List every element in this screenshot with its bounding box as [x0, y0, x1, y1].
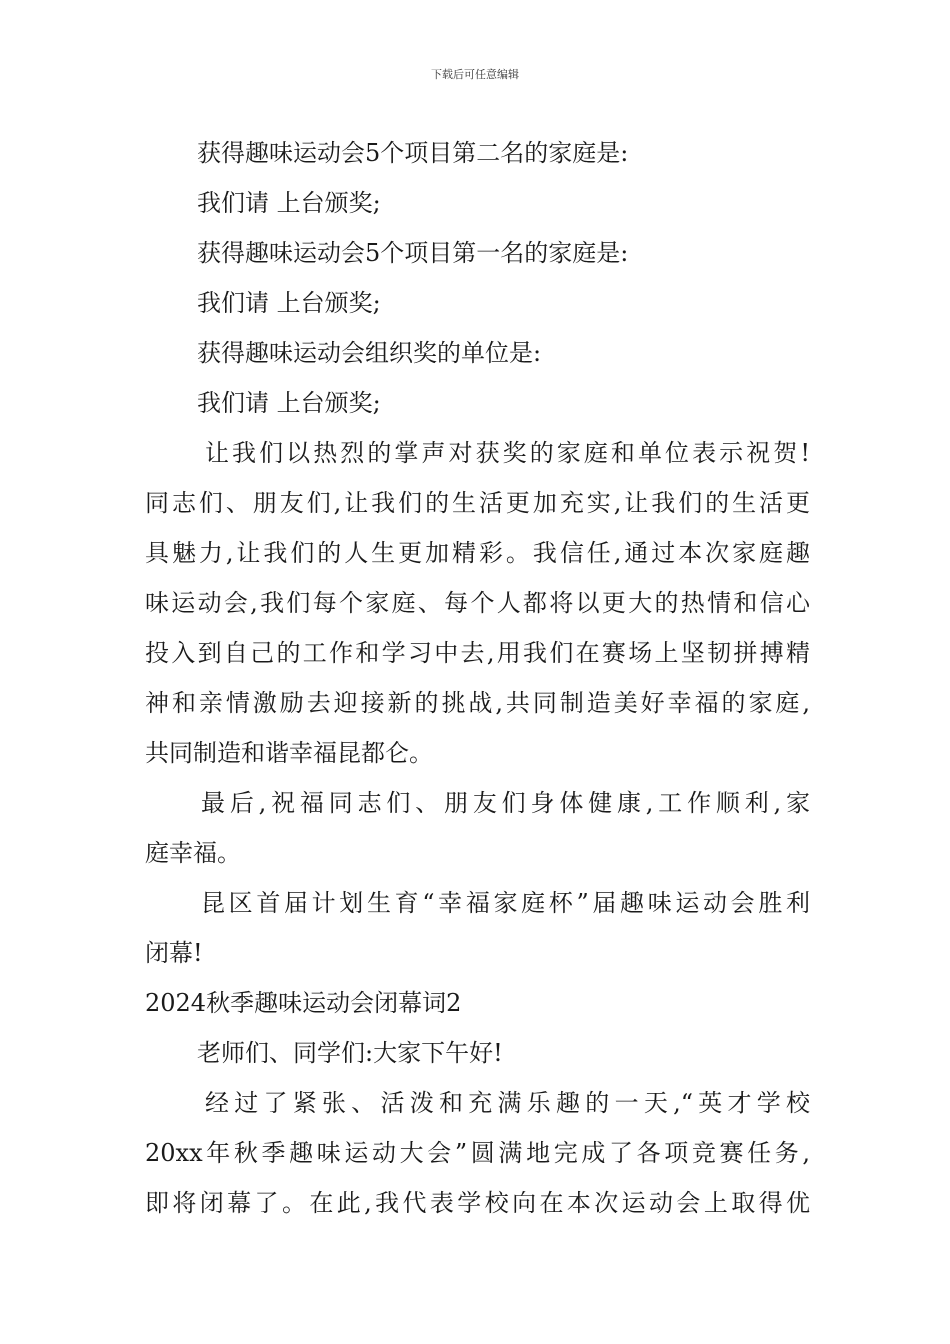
text-line: 我们请 上台颁奖; [197, 189, 381, 217]
text-line: 具魅力,让我们的人生更加精彩。我信任,通过本次家庭趣 [145, 539, 810, 567]
text-line: 经过了紧张、活泼和充满乐趣的一天,“英才学校 [205, 1089, 810, 1117]
text-line: 共同制造和谐幸福昆都仑。 [145, 739, 433, 767]
text-line: 让我们以热烈的掌声对获奖的家庭和单位表示祝贺! [205, 439, 810, 467]
text-line: 20xx年秋季趣味运动大会”圆满地完成了各项竞赛任务, [145, 1139, 810, 1167]
download-note: 下载后可任意编辑 [431, 68, 519, 81]
text-line: 同志们、朋友们,让我们的生活更加充实,让我们的生活更 [145, 489, 810, 517]
text-line: 我们请 上台颁奖; [197, 289, 381, 317]
section-heading: 2024秋季趣味运动会闭幕词2 [145, 989, 462, 1017]
document-body [145, 128, 810, 1228]
text-line: 我们请 上台颁奖; [197, 389, 381, 417]
text-line: 获得趣味运动会5个项目第二名的家庭是: [197, 139, 629, 167]
text-line: 闭幕! [145, 939, 203, 967]
text-line: 神和亲情激励去迎接新的挑战,共同制造美好幸福的家庭, [145, 689, 810, 717]
text-line: 味运动会,我们每个家庭、每个人都将以更大的热情和信心 [145, 589, 810, 617]
text-line: 获得趣味运动会5个项目第一名的家庭是: [197, 239, 629, 267]
text-line: 昆区首届计划生育“幸福家庭杯”届趣味运动会胜利 [201, 889, 810, 917]
text-line: 最后,祝福同志们、朋友们身体健康,工作顺利,家 [201, 789, 810, 817]
text-line: 老师们、同学们:大家下午好! [197, 1039, 503, 1067]
text-line: 即将闭幕了。在此,我代表学校向在本次运动会上取得优 [145, 1189, 810, 1217]
text-line: 庭幸福。 [145, 839, 241, 867]
text-line: 获得趣味运动会组织奖的单位是: [197, 339, 542, 367]
text-line: 投入到自己的工作和学习中去,用我们在赛场上坚韧拼搏精 [145, 639, 810, 667]
